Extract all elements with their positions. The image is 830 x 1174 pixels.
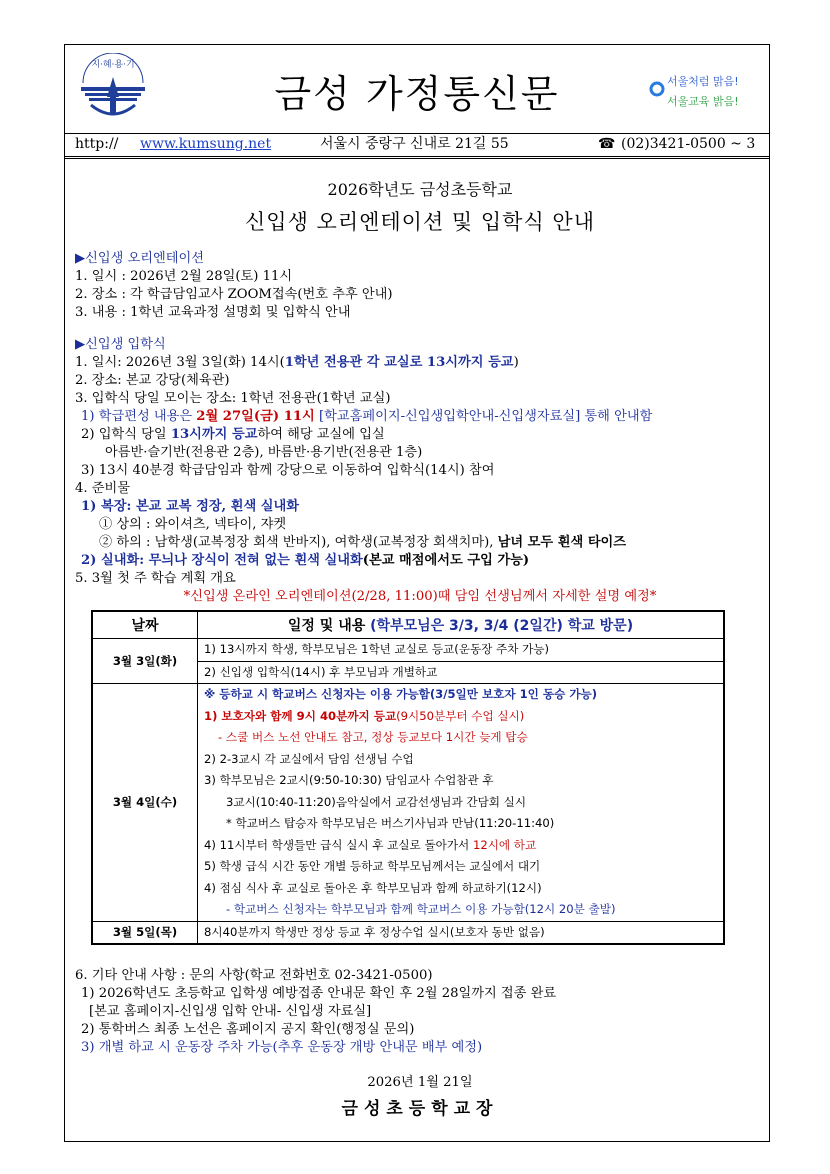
content-column-header: 일정 및 내용 (학부모님은 3/3, 3/4 (2일간) 학교 방문): [198, 611, 725, 639]
row-content: 8시40분까지 학생만 정상 등교 후 정상수업 실시(보호자 동반 없음): [198, 921, 725, 944]
bus-route-note: 2) 통학버스 최종 노선은 홈페이지 공지 확인(행정실 문의): [81, 1022, 415, 1037]
other-info-heading: 6. 기타 안내 사항 : 문의 사항(학교 전화번호 02-3421-0500): [75, 968, 433, 983]
vaccination-note: 1) 2026학년도 초등학교 입학생 예방접종 안내문 확인 후 2월 28일까지 접종 완료: [81, 986, 557, 1001]
ceremony-move-note: 3) 13시 40분경 학급담임과 함께 강당으로 이동하여 입학식(14시) 참여: [81, 463, 495, 478]
class-assignment-note: 1) 학급편성 내용은 2월 27일(금) 11시 [학교홈페이지-신입생입학안내-신입생자료실] 통해 안내함: [81, 409, 653, 424]
supplies-heading: 4. 준비물: [75, 481, 130, 496]
letter-title: 신입생 오리엔테이션 및 입학식 안내: [245, 210, 595, 234]
school-website-link[interactable]: www.kumsung.net: [140, 136, 272, 152]
header: [65, 45, 769, 133]
contact-bar: [65, 133, 769, 159]
issue-date: 2026년 1월 21일: [367, 1075, 473, 1090]
table-row: [92, 684, 724, 922]
school-address: 서울시 중랑구 신내로 21길 55: [320, 136, 509, 152]
orientation-line: 2. 장소 : 각 학급담임교사 ZOOM접속(번호 추후 안내): [75, 287, 393, 302]
school-phone: (02)3421-0500 ~ 3: [621, 136, 756, 152]
row-content: 1) 13시까지 학생, 학부모님은 1학년 교실로 등교(운동장 주차 가능) 2) 신입생 입학식(14시) 후 부모님과 개별하교: [198, 639, 725, 684]
first-week-plan: 5. 3월 첫 주 학습 계획 개요: [75, 571, 236, 586]
row-date: 3월 4일(수): [92, 684, 198, 922]
table-row: [92, 921, 724, 944]
vaccination-link: [본교 홈페이지-신입생 입학 안내- 신입생 자료실]: [89, 1004, 372, 1019]
letter-body: [75, 171, 765, 1119]
parking-note: 3) 개별 하교 시 운동장 주차 가능(추후 운동장 개방 안내문 배부 예정): [81, 1040, 483, 1055]
slogan-line-2: 서울교육 밝음!: [667, 95, 739, 108]
letter-subtitle: 2026학년도 금성초등학교: [327, 180, 513, 199]
row-date: 3월 3일(화): [92, 639, 198, 684]
classroom-location: 아름반·슬기반(전용관 2층), 바름반·용기반(전용관 1층): [105, 445, 423, 460]
dress-bottom: ② 하의 : 남학생(교복정장 회색 반바지), 여학생(교복정장 회색치마), 남녀 모두 흰색 타이즈: [99, 535, 627, 550]
arrival-note: 2) 입학식 당일 13시까지 등교하여 해당 교실에 입실: [81, 427, 385, 442]
entrance-gathering: 3. 입학식 당일 모이는 장소: 1학년 전용관(1학년 교실): [75, 391, 391, 406]
indoor-shoes: 2) 실내화: 무늬나 장식이 전혀 없는 흰색 실내화(본교 매점에서도 구입 가능): [81, 553, 530, 568]
table-header-row: [92, 611, 724, 639]
slogan-line-1: 서울처럼 맑음!: [667, 75, 739, 88]
newsletter-title: 금성 가정통신문: [274, 72, 560, 116]
orientation-line: 3. 내용 : 1학년 교육과정 설명회 및 입학식 안내: [75, 305, 351, 320]
entrance-heading: ▶신입생 입학식: [75, 337, 166, 352]
page-frame: [64, 44, 770, 1142]
url-prefix: http://: [75, 136, 119, 152]
orientation-heading: ▶신입생 오리엔테이션: [75, 251, 204, 266]
dress-code: 1) 복장: 본교 교복 정장, 흰색 실내화: [81, 499, 300, 514]
logo-text: 지·혜·용·기: [91, 60, 135, 70]
schedule-table: [91, 610, 725, 945]
dress-top: ① 상의 : 와이셔츠, 넥타이, 쟈켓: [99, 517, 287, 532]
principal-signature: 금성초등학교장: [341, 1099, 499, 1119]
row-content: ※ 등하교 시 학교버스 신청자는 이용 가능함(3/5일만 보호자 1인 동승 가능) 1) 보호자와 함께 9시 40분까지 등교(9시50분부터 수업 실시) - 스쿨 버스 노선 안내도 참고, 정상 등교보다 1시간 늦게 탑승 2) 2-3교시 각 교실에서 담임 선생님 수업 3) 학부모님은 2교시(9:50-10:30) 담임교사 수업참관 후 3교시(10:40-11:20)음악실에서 교감선생님과 간담회 실시 * 학교버스 탑승자 학부모님은 버스기사님과 만남(11:20-11:40) 4) 11시부터 학생들만 급식 실시 후 교실로 돌아가서 12시에 하교 5) 학생 급식 시간 동안 개별 등하교 학부모님께서는 교실에서 대기 4) 점심 식사 후 교실로 돌아온 후 학부모님과 함께 하교하기(12시) - 학교버스 신청자는 학부모님과 함께 학교버스 이용 가능함(12시 20분 출발): [198, 684, 725, 922]
entrance-place: 2. 장소: 본교 강당(체육관): [75, 373, 230, 388]
table-row: [92, 639, 724, 684]
online-orientation-note: *신입생 온라인 오리엔테이션(2/28, 11:00)때 담임 선생님께서 자세한 설명 예정*: [183, 589, 657, 604]
row-date: 3월 5일(목): [92, 921, 198, 944]
entrance-datetime: 1. 일시: 2026년 3월 3일(화) 14시(1학년 전용관 각 교실로 13시까지 등교): [75, 355, 519, 370]
orientation-line: 1. 일시 : 2026년 2월 28일(토) 11시: [75, 269, 293, 284]
date-column-header: 날짜: [92, 611, 198, 639]
slogan-logo-icon: [649, 63, 761, 115]
phone-icon: ☎: [598, 136, 616, 152]
